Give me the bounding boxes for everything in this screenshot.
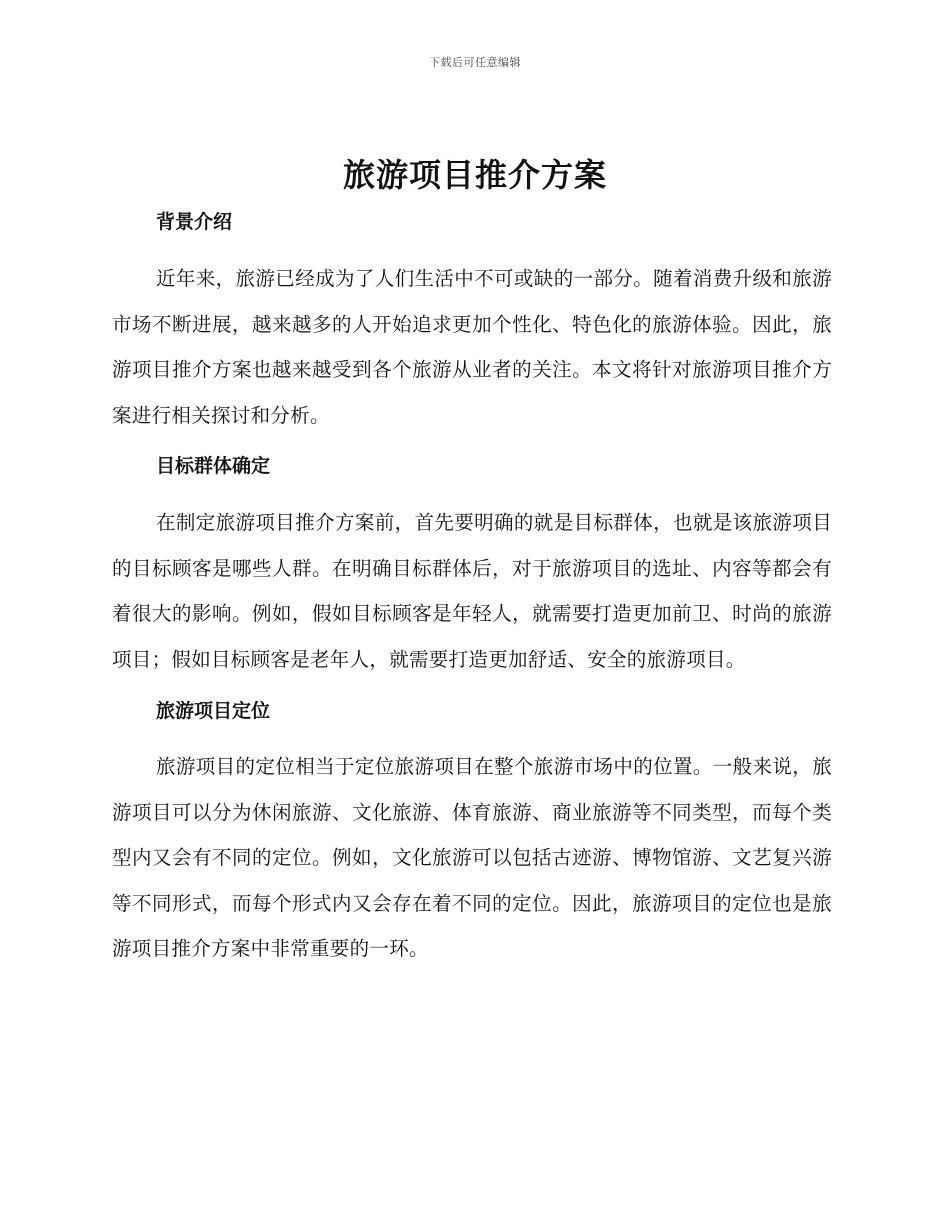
section-heading-positioning: 旅游项目定位 <box>156 700 271 722</box>
section-paragraph-background: 近年来，旅游已经成为了人们生活中不可或缺的一部分。随着消费升级和旅游市场不断进展，越来越多的人开始追求更加个性化、特色化的旅游体验。因此，旅游项目推介方案也越来越受到各个旅游从业者的关注。本文将针对旅游项目推介方案进行相关探讨和分析。 <box>112 267 832 427</box>
section-heading-background: 背景介绍 <box>156 211 233 233</box>
document-title: 旅游项目推介方案 <box>342 156 607 194</box>
page-header-note: 下载后可任意编辑 <box>429 56 521 69</box>
section-paragraph-target-group: 在制定旅游项目推介方案前，首先要明确的就是目标群体，也就是该旅游项目的目标顾客是哪些人群。在明确目标群体后，对于旅游项目的选址、内容等都会有着很大的影响。例如，假如目标顾客是年轻人，就需要打造更加前卫、时尚的旅游项目；假如目标顾客是老年人，就需要打造更加舒适、安全的旅游项目。 <box>112 511 832 671</box>
section-paragraph-positioning: 旅游项目的定位相当于定位旅游项目在整个旅游市场中的位置。一般来说，旅游项目可以分为休闲旅游、文化旅游、体育旅游、商业旅游等不同类型，而每个类型内又会有不同的定位。例如，文化旅游可以包括古迹游、博物馆游、文艺复兴游等不同形式，而每个形式内又会存在着不同的定位。因此，旅游项目的定位也是旅游项目推介方案中非常重要的一环。 <box>112 755 832 960</box>
document-body <box>112 206 832 972</box>
section-heading-target-group: 目标群体确定 <box>156 455 271 477</box>
